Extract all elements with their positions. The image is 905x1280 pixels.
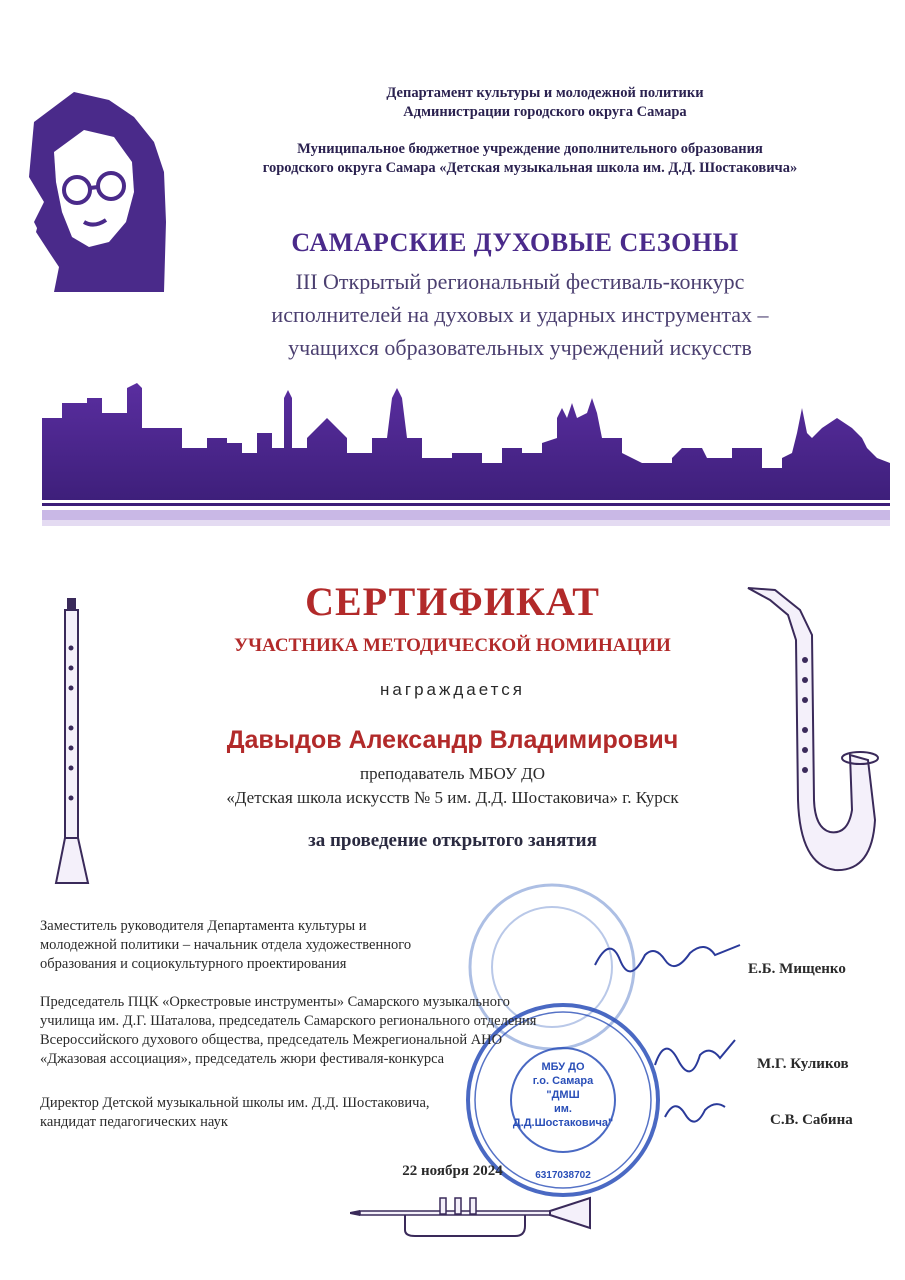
stamp-text-5: Д.Д.Шостаковича" (512, 1117, 614, 1129)
signatory-3-name: С.В. Сабина (770, 1112, 853, 1128)
festival-subtitle-3: учащихся образовательных учреждений искусств (288, 335, 752, 360)
certificate-subtitle: УЧАСТНИКА МЕТОДИЧЕСКОЙ НОМИНАЦИИ (234, 635, 671, 656)
signatory-2-name: М.Г. Куликов (757, 1056, 849, 1072)
signatory-1-line3: образования и социокультурного проектирования (40, 956, 347, 972)
festival-subtitle-1: III Открытый региональный фестиваль-конкурс (295, 269, 745, 294)
header-department: Департамент культуры и молодежной политики (386, 85, 704, 101)
header-institution: Муниципальное бюджетное учреждение дополнительного образования (297, 141, 763, 157)
signatory-3-line2: кандидат педагогических наук (40, 1114, 228, 1130)
signatory-2-line3: Всероссийского духового общества, председатель Межрегиональной АНО (40, 1032, 503, 1048)
signatory-2-line4: «Джазовая ассоциация», председатель жюри фестиваля-конкурса (40, 1051, 445, 1067)
header-school: городского округа Самара «Детская музыкальная школа им. Д.Д. Шостаковича» (262, 160, 798, 176)
trumpet-illustration (345, 1190, 600, 1240)
portrait-illustration (14, 82, 174, 297)
stamp-number: 6317038702 (535, 1170, 591, 1181)
issue-date: 22 ноября 2024 (402, 1163, 503, 1179)
festival-title: САМАРСКИЕ ДУХОВЫЕ СЕЗОНЫ (291, 228, 739, 257)
awarded-label: награждается (380, 680, 525, 699)
signatory-2-line1: Председатель ПЦК «Оркестровые инструменты» Самарского музыкального (40, 994, 510, 1010)
signatory-3-line1: Директор Детской музыкальной школы им. Д.Д. Шостаковича, (40, 1095, 430, 1111)
recipient-name: Давыдов Александр Владимирович (226, 726, 679, 754)
stamp-text-1: МБУ ДО (541, 1061, 585, 1073)
certificate-title: СЕРТИФИКАТ (305, 579, 600, 624)
signatory-1-line1: Заместитель руководителя Департамента культуры и (40, 918, 367, 934)
recipient-institution: «Детская школа искусств № 5 им. Д.Д. Шостаковича» г. Курск (226, 788, 679, 807)
signatory-1-line2: молодежной политики – начальник отдела художественного (40, 937, 412, 953)
award-reason: за проведение открытого занятия (308, 830, 597, 851)
stamp-text-3: "ДМШ (546, 1089, 580, 1101)
stamp-text-2: г.о. Самара (532, 1075, 594, 1087)
signatory-1-name: Е.Б. Мищенко (748, 961, 846, 977)
header-administration: Администрации городского округа Самара (403, 104, 687, 120)
festival-subtitle-2: исполнителей на духовых и ударных инструментах – (271, 302, 769, 327)
recipient-position: преподаватель МБОУ ДО (359, 764, 546, 783)
stamp-text-4: им. (554, 1103, 572, 1115)
signatory-2-line2: училища им. Д.Г. Шаталова, председатель Самарского регионального отделения (40, 1013, 537, 1029)
city-skyline-illustration (42, 378, 890, 538)
